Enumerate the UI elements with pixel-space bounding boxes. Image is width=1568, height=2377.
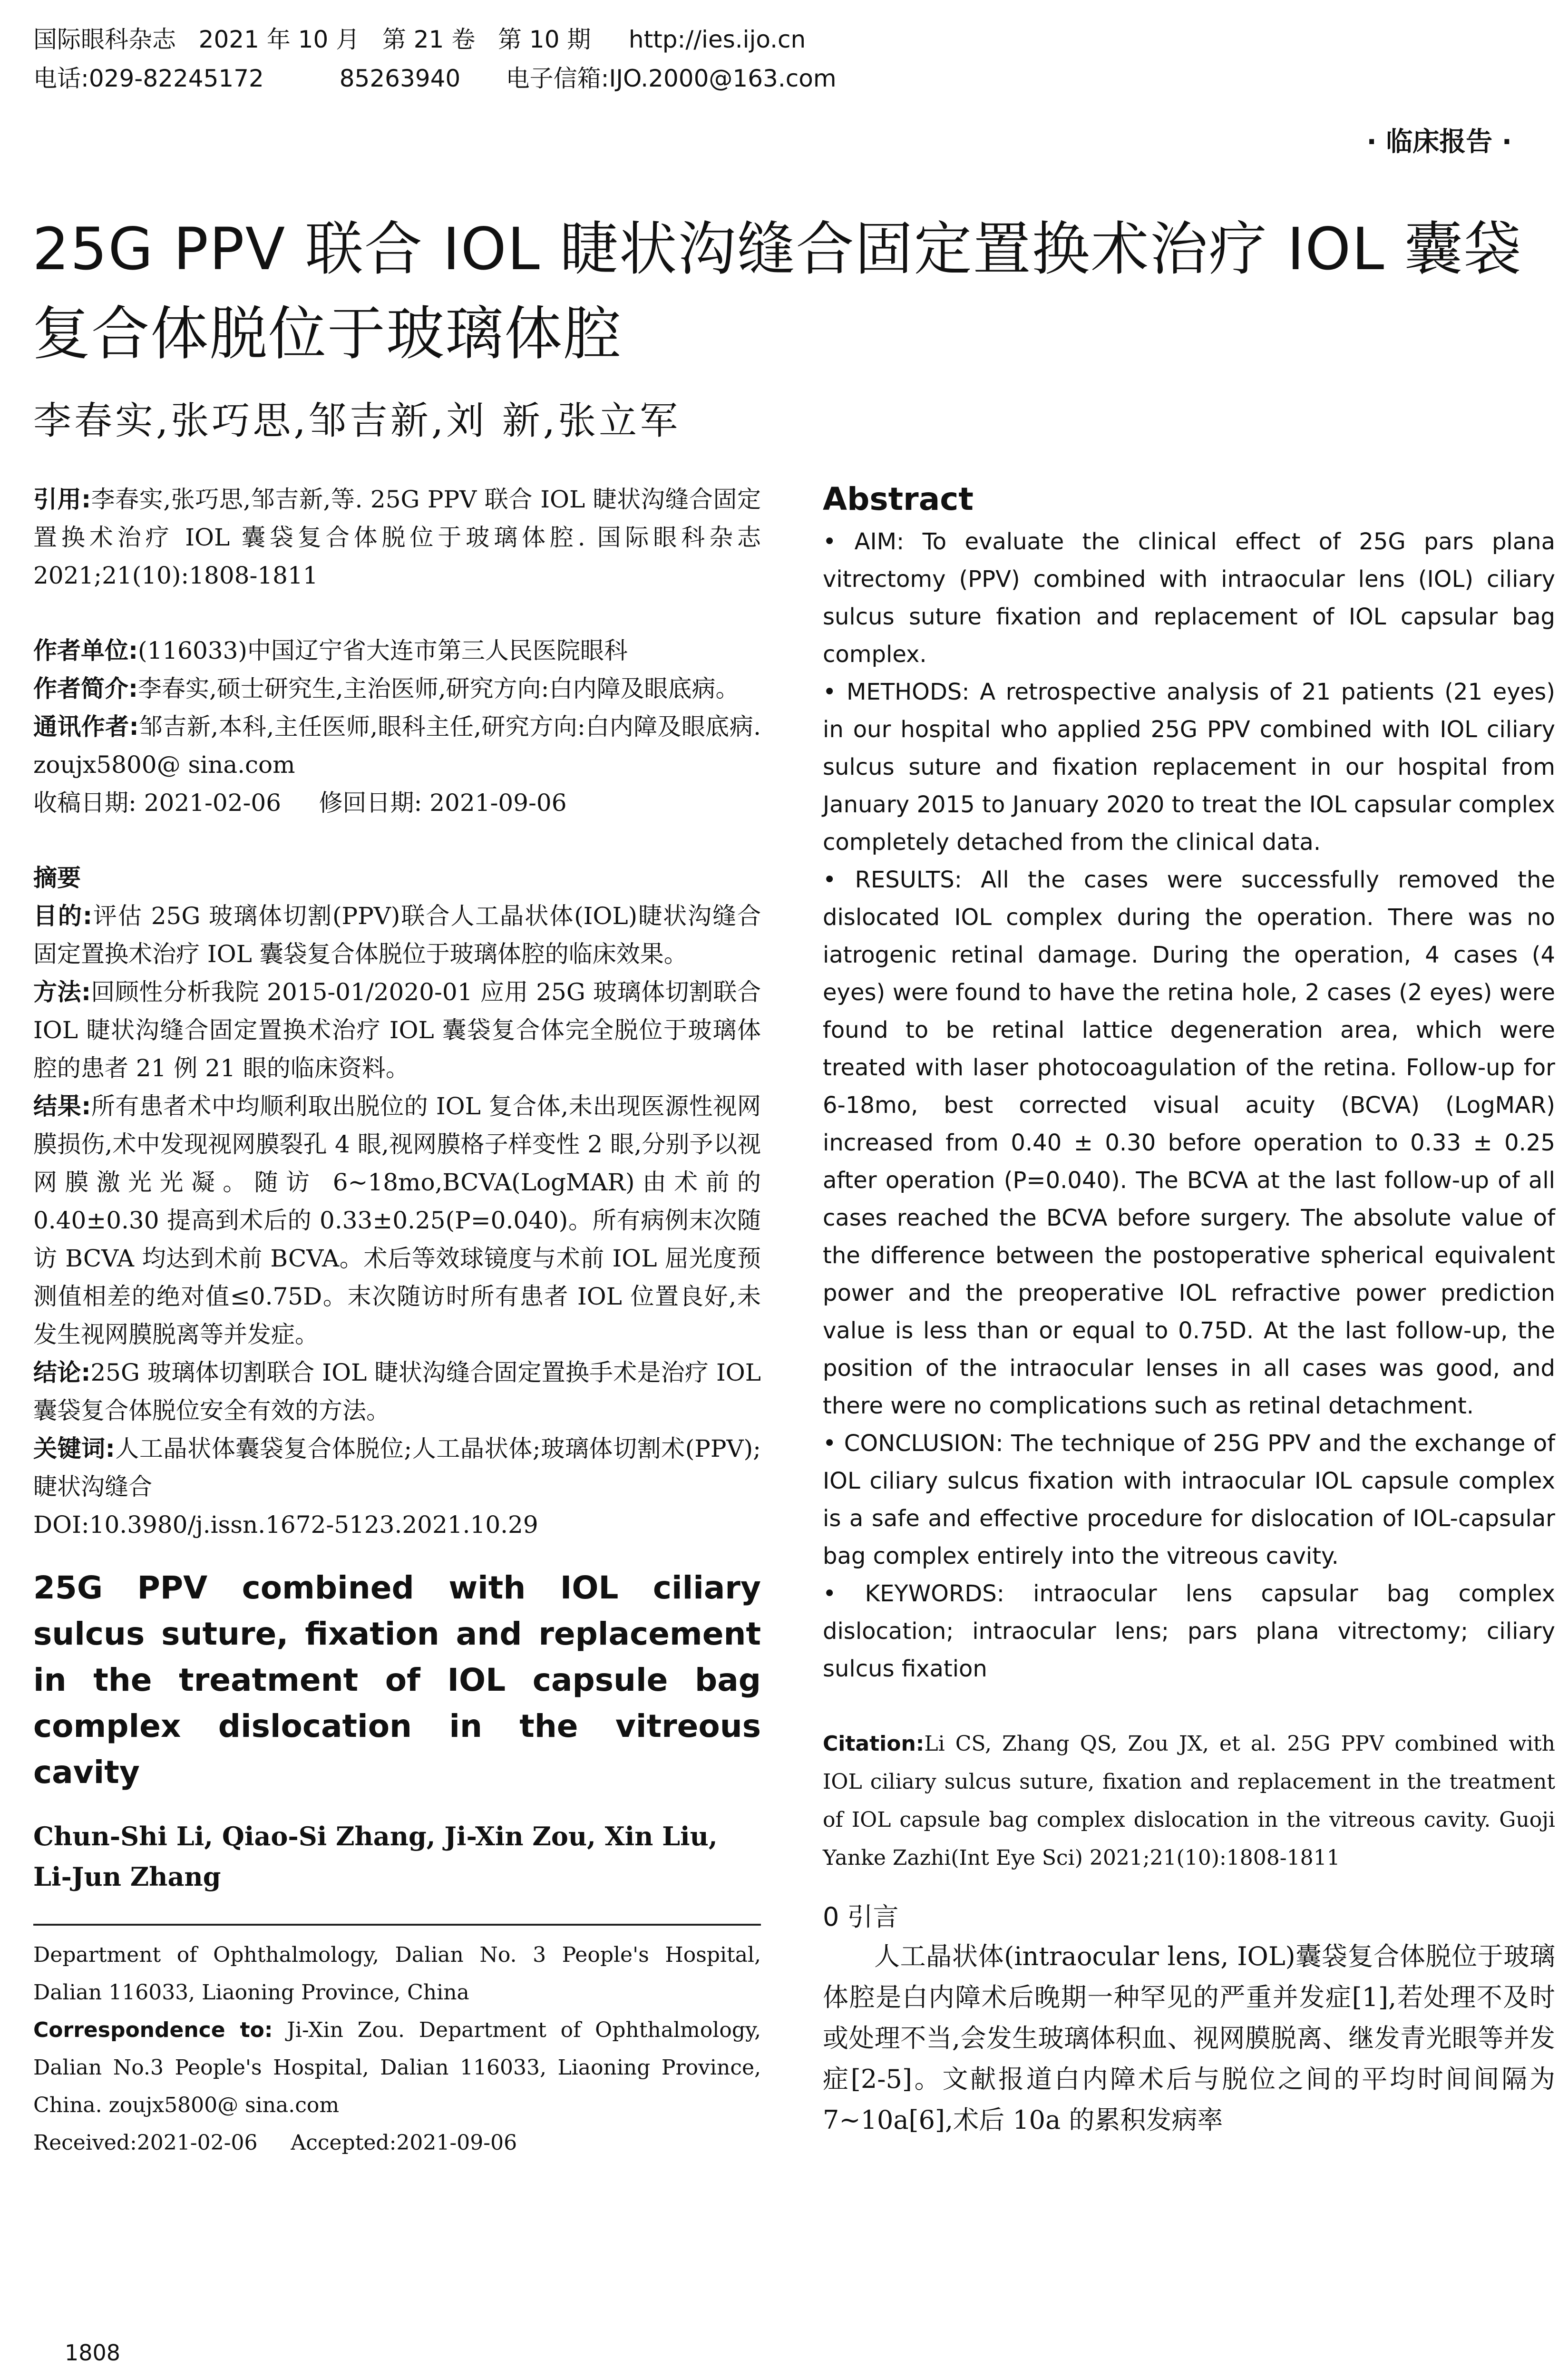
- english-correspondence-text: Ji-Xin Zou. Department of Ophthalmology, Dalian No.3 People's Hospital, Dalian 116033, Liaoning Province, China. zoujx5800@ sina.com: [33, 2018, 761, 2117]
- corresponding-author-cn-text: 邹吉新,本科,主任医师,眼科主任,研究方向:白内障及眼底病. zoujx5800@ sina.com: [33, 713, 761, 779]
- author-bio-cn: [33, 670, 761, 708]
- abstract-en-keywords: • KEYWORDS: intraocular lens capsular bag complex dislocation; intraocular lens; pars plana vitrectomy; ciliary sulcus fixation: [823, 1580, 1555, 1682]
- journal-header-line-2: 电话:029-82245172 85263940 电子信箱:IJO.2000@163.com: [33, 65, 837, 92]
- citation-cn: [33, 480, 761, 594]
- journal-header-line-1: 国际眼科杂志 2021 年 10 月 第 21 卷 第 10 期 http://ies.ijo.cn: [33, 26, 806, 53]
- abstract-cn-methods: [33, 973, 761, 1087]
- citation-en: [823, 1725, 1555, 1877]
- citation-en-label: Citation:: [823, 1732, 925, 1756]
- left-column: [33, 480, 761, 2162]
- introduction-text: 人工晶状体(intraocular lens, IOL)囊袋复合体脱位于玻璃体腔是白内障术后晚期一种罕见的严重并发症[1],若处理不及时或处理不当,会发生玻璃体积血、视网膜脱离、继发青光眼等并发症[2-5]。文献报道白内障术后与脱位之间的平均时间间隔为 7~10a[6],术后 10a 的累积发病率: [823, 1941, 1555, 2135]
- conclusion-cn-text: 25G 玻璃体切割联合 IOL 睫状沟缝合固定置换手术是治疗 IOL 囊袋复合体脱位安全有效的方法。: [33, 1359, 761, 1424]
- conclusion-cn-label: 结论:: [33, 1359, 91, 1386]
- english-title: 25G PPV combined with IOL ciliary sulcus suture, fixation and replacement in the treatment of IOL capsule bag complex dislocation in the vitreous cavity: [33, 1569, 761, 1791]
- abstract-en-conclusion: • CONCLUSION: The technique of 25G PPV and the exchange of IOL ciliary sulcus fixation with intraocular IOL capsule complex is a safe and effective procedure for dislocation of IOL-capsular bag complex entirely into the vitreous cavity.: [823, 1430, 1555, 1569]
- author-bio-cn-text: 李春实,硕士研究生,主治医师,研究方向:白内障及眼底病。: [138, 675, 740, 702]
- abstract-cn-aim: [33, 897, 761, 973]
- abstract-en-aim: • AIM: To evaluate the clinical effect of 25G pars plana vitrectomy (PPV) combined with intraocular lens (IOL) ciliary sulcus suture fixation and replacement of IOL capsular bag complex.: [823, 528, 1555, 668]
- keywords-cn-label: 关键词:: [33, 1435, 115, 1462]
- affiliation-cn-text: (116033)中国辽宁省大连市第三人民医院眼科: [138, 637, 628, 664]
- doi: DOI:10.3980/j.issn.1672-5123.2021.10.29: [33, 1511, 538, 1539]
- abstract-cn-results: [33, 1087, 761, 1354]
- english-affiliation: Department of Ophthalmology, Dalian No. 3 People's Hospital, Dalian 116033, Liaoning Province, China: [33, 1943, 761, 2005]
- author-bio-cn-label: 作者简介:: [33, 675, 138, 702]
- methods-cn-label: 方法:: [33, 978, 91, 1006]
- citation-en-text: Li CS, Zhang QS, Zou JX, et al. 25G PPV combined with IOL ciliary sulcus suture, fixation and replacement in the treatment of IOL capsule bag complex dislocation in the vitreous cavity. Guoji Yanke Zazhi(Int Eye Sci) 2021;21(10):1808-1811: [823, 1732, 1555, 1870]
- abstract-en-heading: Abstract: [823, 481, 974, 517]
- introduction-heading: 0 引言: [823, 1902, 899, 1932]
- aim-cn-text: 评估 25G 玻璃体切割(PPV)联合人工晶状体(IOL)睫状沟缝合固定置换术治疗 IOL 囊袋复合体脱位于玻璃体腔的临床效果。: [33, 902, 761, 968]
- keywords-cn: [33, 1430, 761, 1506]
- right-column: [823, 480, 1555, 2141]
- affiliation-cn-label: 作者单位:: [33, 637, 138, 664]
- english-correspondence: [33, 2011, 761, 2124]
- article-title: 25G PPV 联合 IOL 睫状沟缝合固定置换术治疗 IOL 囊袋复合体脱位于玻璃体腔: [32, 215, 1523, 368]
- dates-cn: 收稿日期: 2021-02-06 修回日期: 2021-09-06: [33, 789, 567, 817]
- corresponding-author-cn: [33, 708, 761, 784]
- aim-cn-label: 目的:: [33, 902, 92, 930]
- abstract-en-methods: • METHODS: A retrospective analysis of 21 patients (21 eyes) in our hospital who applied 25G PPV combined with IOL ciliary sulcus suture and fixation replacement in our hospital from January 2015 to January 2020 to treat the IOL capsular complex completely detached from the clinical data.: [823, 679, 1555, 856]
- section-label: · 临床报告 ·: [1366, 127, 1512, 157]
- page-number: 1808: [65, 2340, 121, 2366]
- english-correspondence-label: Correspondence to:: [33, 2018, 273, 2042]
- english-dates: Received:2021-02-06 Accepted:2021-09-06: [33, 2131, 517, 2155]
- corresponding-author-cn-label: 通讯作者:: [33, 713, 139, 740]
- citation-cn-text: 李春实,张巧思,邹吉新,等. 25G PPV 联合 IOL 睫状沟缝合固定置换术治疗 IOL 囊袋复合体脱位于玻璃体腔. 国际眼科杂志 2021;21(10):1808-1811: [33, 486, 761, 589]
- methods-cn-text: 回顾性分析我院 2015-01/2020-01 应用 25G 玻璃体切割联合 IOL 睫状沟缝合固定置换术治疗 IOL 囊袋复合体完全脱位于玻璃体腔的患者 21 例 21 眼的临床资料。: [33, 978, 761, 1082]
- english-authors: Chun-Shi Li, Qiao-Si Zhang, Ji-Xin Zou, Xin Liu, Li-Jun Zhang: [33, 1821, 718, 1892]
- citation-cn-label: 引用:: [33, 486, 91, 513]
- results-cn-label: 结果:: [33, 1092, 91, 1120]
- abstract-cn-heading: 摘要: [33, 864, 81, 892]
- authors-chinese: 李春实,张巧思,邹吉新,刘 新,张立军: [33, 399, 681, 443]
- affiliation-cn: [33, 632, 761, 670]
- abstract-cn-conclusion: [33, 1354, 761, 1430]
- divider-rule: [33, 1924, 761, 1926]
- results-cn-text: 所有患者术中均顺利取出脱位的 IOL 复合体,未出现医源性视网膜损伤,术中发现视网膜裂孔 4 眼,视网膜格子样变性 2 眼,分别予以视网膜激光光凝。随访 6~18mo,BCVA(LogMAR)由术前的 0.40±0.30 提高到术后的 0.33±0.25(P=0.040)。所有病例末次随访 BCVA 均达到术前 BCVA。术后等效球镜度与术前 IOL 屈光度预测值相差的绝对值≤0.75D。末次随访时所有患者 IOL 位置良好,未发生视网膜脱离等并发症。: [33, 1092, 761, 1348]
- keywords-cn-text: 人工晶状体囊袋复合体脱位;人工晶状体;玻璃体切割术(PPV);睫状沟缝合: [33, 1435, 761, 1500]
- abstract-en-results: • RESULTS: All the cases were successfully removed the dislocated IOL complex during the operation. There was no iatrogenic retinal damage. During the operation, 4 cases (4 eyes) were found to have the retina hole, 2 cases (2 eyes) were found to be retinal lattice degeneration area, which were treated with laser photocoagulation of the retina. Follow-up for 6-18mo, best corrected visual acuity (BCVA) (LogMAR) increased from 0.40 ± 0.30 before operation to 0.33 ± 0.25 after operation (P=0.040). The BCVA at the last follow-up of all cases reached the BCVA before surgery. The absolute value of the difference between the postoperative spherical equivalent power and the preoperative IOL refractive power prediction value is less than or equal to 0.75D. At the last follow-up, the position of the intraocular lenses in all cases was good, and there were no complications such as retinal detachment.: [823, 867, 1555, 1419]
